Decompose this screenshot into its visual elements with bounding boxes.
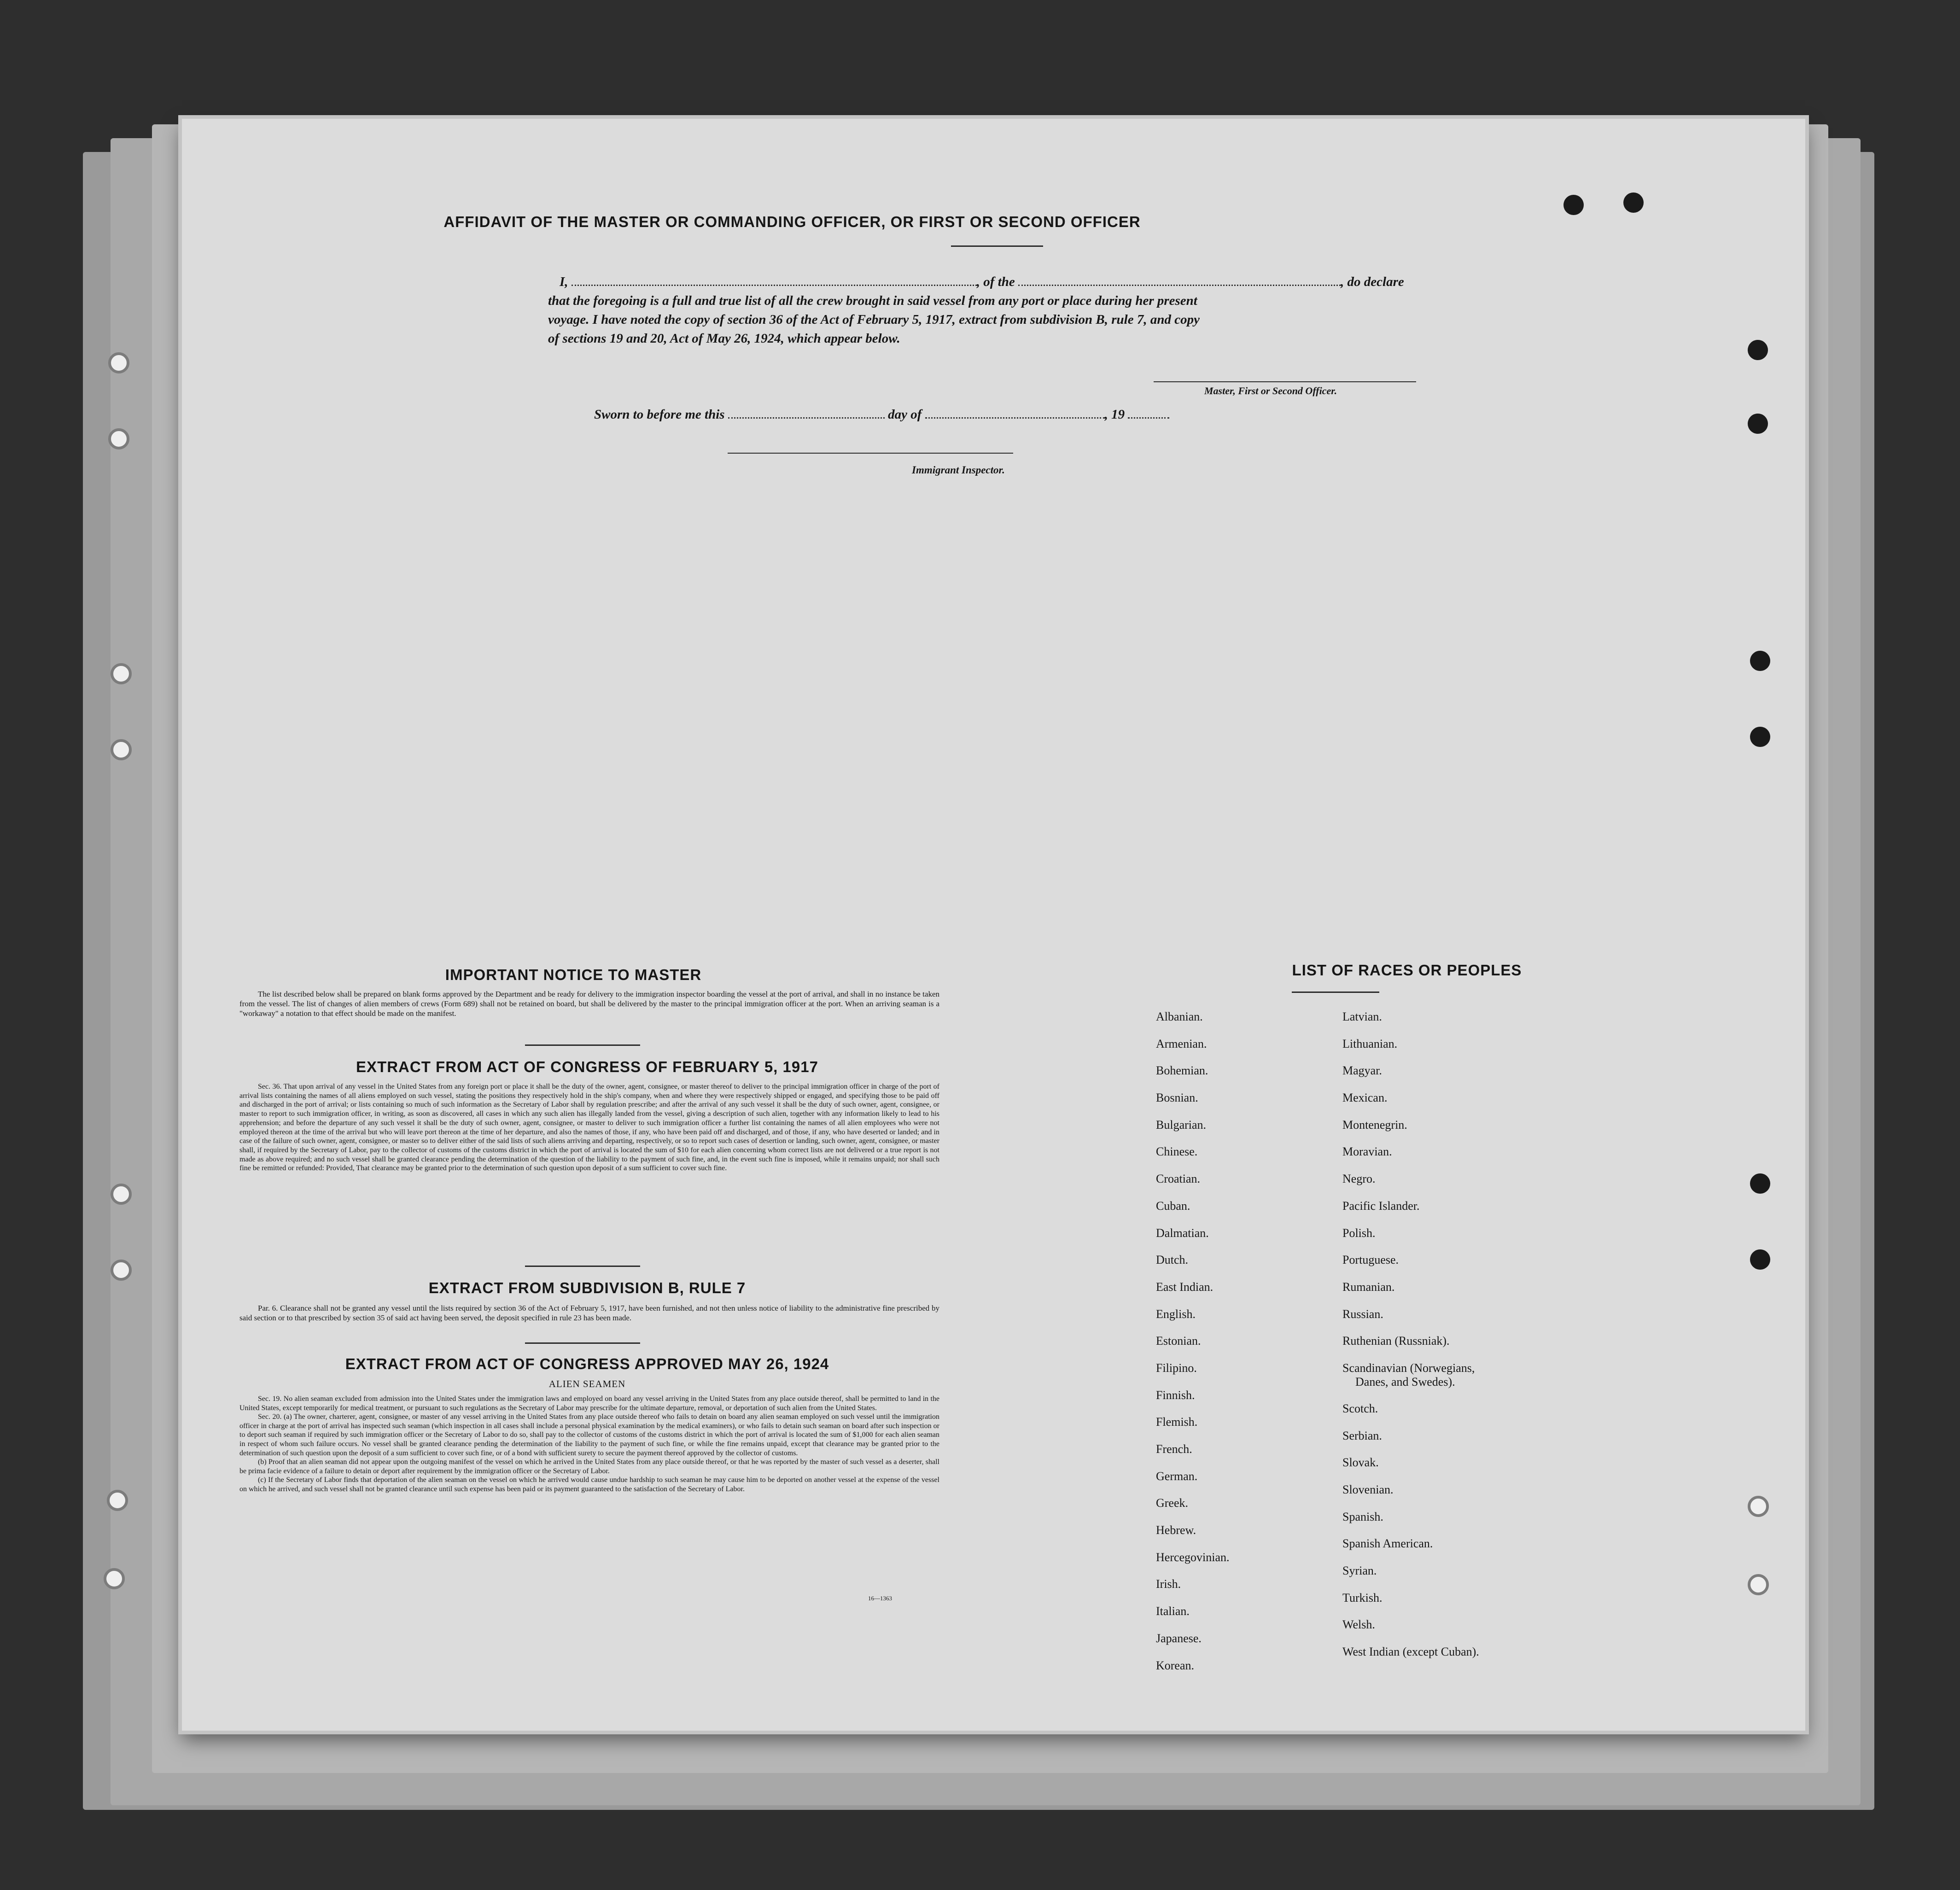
extract-1924-title: EXTRACT FROM ACT OF CONGRESS APPROVED MAY 26, 1924 (345, 1355, 829, 1372)
binder-hole (111, 1184, 132, 1205)
race-item: Spanish American. (1342, 1537, 1433, 1551)
punch-hole (1750, 727, 1770, 747)
race-item: Portuguese. (1342, 1253, 1399, 1267)
punch-hole (1748, 1574, 1769, 1595)
race-item: German. (1156, 1469, 1198, 1483)
race-item: Turkish. (1342, 1591, 1382, 1604)
race-item: Lithuanian. (1342, 1037, 1398, 1050)
race-item-continuation: Danes, and Swedes). (1355, 1375, 1455, 1388)
notice-title: IMPORTANT NOTICE TO MASTER (445, 966, 702, 983)
race-item: Moravian. (1342, 1145, 1392, 1159)
race-item: Rumanian. (1342, 1280, 1395, 1294)
year-prefix: , 19 (1104, 407, 1125, 422)
intro-do-declare: , do declare (1341, 274, 1404, 289)
statement-line-1: that the foregoing is a full and true list of all the crew brought in said vessel from any port or place during her present (548, 293, 1197, 308)
statement-line-2: voyage. I have noted the copy of section 36 of the Act of February 5, 1917, extract from subdivision B, rule 7, and copy (548, 312, 1200, 327)
binder-hole (111, 739, 132, 760)
race-item: Pacific Islander. (1342, 1199, 1420, 1213)
punch-hole (1623, 192, 1644, 213)
inspector-label: Immigrant Inspector. (912, 464, 1005, 476)
race-item: Scotch. (1342, 1401, 1378, 1415)
extract-1917-title: EXTRACT FROM ACT OF CONGRESS OF FEBRUARY 5, 1917 (356, 1058, 818, 1075)
affidavit-intro-line (560, 271, 1476, 290)
inspector-signature-line (728, 453, 1013, 454)
punch-hole (1563, 195, 1584, 215)
race-item: Dutch. (1156, 1253, 1189, 1267)
sworn-line (594, 403, 1377, 422)
section-20a-paragraph: Sec. 20. (a) The owner, charterer, agent, consignee, or master of any vessel arriving in the United States from any place outside thereof who fails to detain on board any alien seaman employed on such vessel until the immigration officer in charge at the port of arrival has inspected such seaman (which inspection in all cases shall include a personal physical examination by the medical examiners), or who fails to detain such seaman on board after such inspection or to deport such seaman if required by such immigration officer or the Secretary of Labor to do so, shall pay to the collector of customs of the customs district in which the port of arrival is located the sum of $1,000 for each alien seaman in respect of whom such failure occurs. No vessel shall be granted clearance pending the determination of the liability to the payment of such fine, or while the fine remains unpaid, except that clearance may be granted prior to the determination of such question upon the deposit of a sum sufficient to cover such fine, or of a bond with sufficient surety to secure the payment thereof approved by the collector of customs. (239, 1413, 939, 1457)
race-item: Bosnian. (1156, 1091, 1198, 1105)
race-item: Japanese. (1156, 1631, 1202, 1645)
punch-hole (1750, 651, 1770, 671)
intro-of-the: , of the (976, 274, 1015, 289)
race-item: Finnish. (1156, 1388, 1195, 1402)
vessel-field[interactable] (1018, 271, 1341, 286)
race-item: Slovenian. (1342, 1483, 1394, 1496)
section-divider (525, 1342, 640, 1344)
sworn-day-field[interactable] (728, 403, 885, 419)
affidavit-title: AFFIDAVIT OF THE MASTER OR COMMANDING OFFICER, OR FIRST OR SECOND OFFICER (443, 213, 1141, 230)
race-item: Welsh. (1342, 1618, 1375, 1632)
day-of: day of (888, 407, 922, 422)
statement-line-3: of sections 19 and 20, Act of May 26, 1924, which appear below. (548, 331, 900, 346)
race-item: Spanish. (1342, 1510, 1383, 1523)
race-item: Polish. (1342, 1226, 1376, 1240)
race-item: Bulgarian. (1156, 1118, 1207, 1132)
alien-seamen-subtitle: ALIEN SEAMEN (548, 1378, 626, 1389)
races-title: LIST OF RACES OR PEOPLES (1292, 962, 1522, 979)
race-item: Flemish. (1156, 1415, 1198, 1429)
race-item: Hercegovinian. (1156, 1550, 1230, 1564)
punch-hole (1748, 414, 1768, 434)
race-item: Hebrew. (1156, 1523, 1196, 1537)
race-item: French. (1156, 1442, 1192, 1456)
binder-hole (104, 1568, 125, 1589)
punch-hole (1750, 1173, 1770, 1194)
race-item: Ruthenian (Russniak). (1342, 1334, 1450, 1348)
binder-hole (108, 428, 129, 449)
signature-label: Master, First or Second Officer. (1204, 385, 1337, 397)
race-item: Latvian. (1342, 1010, 1382, 1023)
sworn-year-field[interactable] (1128, 403, 1169, 419)
name-field[interactable] (572, 271, 977, 286)
notice-text (239, 989, 939, 1018)
race-item: Mexican. (1342, 1091, 1388, 1105)
section-36-paragraph: Sec. 36. That upon arrival of any vessel in the United States from any foreign port or place it shall be the duty of the owner, agent, consignee, or master thereof to deliver to the principal immigration officer in charge of the port of arrival lists containing the names of all aliens employed on such vessel, stating the positions they respectively hold in the ship's company, when and where they were respectively shipped or engaged, and specifying those to be paid off and discharged in the port of arrival; or lists containing so much of such information as the Secretary of Labor shall by regulation prescribe; and after the arrival of any such vessel it shall be the duty of such owner, agent, consignee, or master to report to such immigration officer, in writing, as soon as discovered, all cases in which any such alien has illegally landed from the vessel, giving a description of such alien, together with any information likely to lead to his apprehension; and before the departure of any such vessel it shall be the duty of such owner, agent, consignee, or master to deliver to such immigration officer a further list containing the names of all alien employees who were not employed thereon at the time of the arrival but who will leave port thereon at the time of her departure, and also the names of those, if any, who have been paid off and discharged, and of those, if any, who have deserted or landed; and in case of the failure of such owner, agent, consignee, or master so to deliver either of the said lists of such aliens arriving and departing, respectively, or so to report such cases of desertion or landing, such owner, agent, consignee, or master shall, if required by the Secretary of Labor, pay to the collector of customs of the customs district in which the port of arrival is located the sum of $10 for each alien concerning whom correct lists are not delivered or a true report is not made as above required; and no such vessel shall be granted clearance pending the determination of the question of the liability to the payment of such fine, and, in the event such fine is imposed, while it remains unpaid; nor shall such fine be remitted or refunded: Provided, That clearance may be granted prior to the determination of such question upon deposit of a sum sufficient to cover such fine. (239, 1083, 939, 1172)
title-divider (951, 245, 1043, 247)
punch-hole (1748, 1496, 1769, 1517)
extract-1917-text (239, 1082, 939, 1173)
race-item: Cuban. (1156, 1199, 1190, 1213)
race-item: Syrian. (1342, 1564, 1377, 1578)
race-item: English. (1156, 1307, 1196, 1321)
affidavit-statement (548, 292, 1469, 348)
intro-i: I, (560, 274, 568, 289)
punch-hole (1748, 340, 1768, 360)
race-item: Montenegrin. (1342, 1118, 1407, 1132)
race-item: Korean. (1156, 1658, 1195, 1672)
sworn-text: Sworn to before me this (594, 407, 725, 422)
affidavit-page (182, 119, 1805, 1731)
race-item: Magyar. (1342, 1064, 1382, 1078)
section-divider (525, 1044, 640, 1046)
race-item: Armenian. (1156, 1037, 1207, 1050)
race-item: Estonian. (1156, 1334, 1201, 1348)
race-item: Slovak. (1342, 1456, 1379, 1470)
extract-rule7-text (239, 1303, 939, 1323)
race-item: Croatian. (1156, 1172, 1201, 1186)
race-item: Chinese. (1156, 1145, 1198, 1159)
race-item: Scandinavian (Norwegians, Danes, and Swedes). (1342, 1361, 1600, 1402)
race-item: Bohemian. (1156, 1064, 1208, 1078)
race-item: Albanian. (1156, 1010, 1203, 1023)
extract-1924-text (239, 1394, 939, 1494)
sworn-month-field[interactable] (925, 403, 1105, 419)
race-item: Irish. (1156, 1577, 1181, 1591)
section-divider (525, 1266, 640, 1267)
form-number: 16—1363 (868, 1595, 892, 1602)
extract-rule7-title: EXTRACT FROM SUBDIVISION B, RULE 7 (428, 1279, 746, 1296)
notice-paragraph: The list described below shall be prepared on blank forms approved by the Department and be ready for delivery to the immigration inspector boarding the vessel at the port of arrival, and shall in no instance be taken from the vessel. The list of changes of alien members of crews (Form 689) shall not be retained on board, but shall be delivered by the master to the principal immigration officer at the port. When an arriving seaman is a "workaway" a notation to that effect should be made on the manifest. (239, 990, 939, 1018)
races-right-column (1342, 1010, 1600, 1672)
race-item: Dalmatian. (1156, 1226, 1209, 1240)
race-item: Serbian. (1342, 1429, 1382, 1442)
race-item: Russian. (1342, 1307, 1383, 1321)
binder-hole (108, 352, 129, 373)
rule7-paragraph: Par. 6. Clearance shall not be granted any vessel until the lists required by section 36 of the Act of February 5, 1917, have been furnished, and not then unless notice of liability to the administrative fine prescribed by said section or to that prescribed by section 35 of said act having been served, the deposit specified in rule 23 has been made. (239, 1304, 939, 1322)
race-item: East Indian. (1156, 1280, 1213, 1294)
binder-hole (107, 1490, 128, 1511)
race-item: Greek. (1156, 1496, 1189, 1510)
binder-hole (111, 1260, 132, 1281)
race-item: Negro. (1342, 1172, 1376, 1186)
race-item: West Indian (except Cuban). (1342, 1645, 1479, 1659)
races-divider (1292, 992, 1379, 993)
race-item: Italian. (1156, 1604, 1190, 1618)
signature-line (1154, 381, 1416, 382)
punch-hole (1750, 1249, 1770, 1270)
section-20c-paragraph: (c) If the Secretary of Labor finds that deportation of the alien seaman on the vessel on which he arrived would cause undue hardship to such seaman he may cause him to be deported on another vessel at the expense of the vessel on which he arrived, and such vessel shall not be granted clearance until such expense has been paid or its payment guaranteed to the satisfaction of the Secretary of Labor. (239, 1476, 939, 1493)
races-left-column (1156, 1010, 1331, 1686)
section-19-paragraph: Sec. 19. No alien seaman excluded from admission into the United States under the immigration laws and employed on board any vessel arriving in the United States from any place outside thereof, shall be permitted to land in the United States, except temporarily for medical treatment, or pursuant to such regulations as the Secretary of Labor may prescribe for the ultimate departure, removal, or deportation of such alien from the United States. (239, 1395, 939, 1412)
section-20b-paragraph: (b) Proof that an alien seaman did not appear upon the outgoing manifest of the vessel on which he arrived in the United States from any place outside thereof, or that he was reported by the master of such vessel as a deserter, shall be prima facie evidence of a failure to detain or deport after requirement by the immigration officer or the Secretary of Labor. (239, 1458, 939, 1475)
race-item: Filipino. (1156, 1361, 1197, 1375)
binder-hole (111, 663, 132, 684)
